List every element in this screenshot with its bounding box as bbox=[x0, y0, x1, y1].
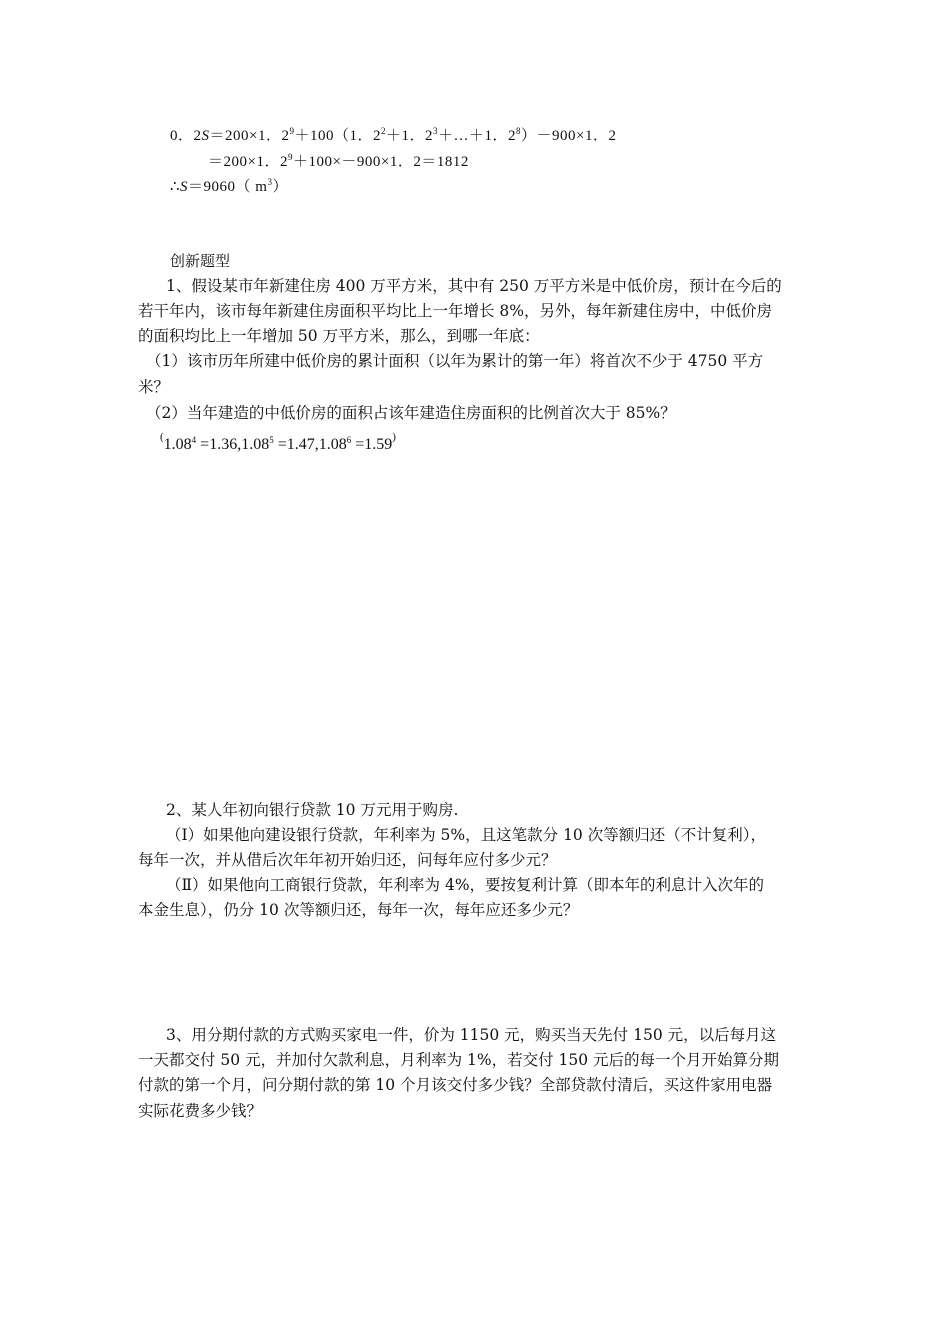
problem-2-line-1: 2、某人年初向银行贷款 10 万元用于购房. bbox=[166, 801, 459, 819]
text: =1.36,1.08 bbox=[196, 436, 270, 453]
problem-1-question-1-cont: 米？ bbox=[138, 378, 170, 396]
solution-line-3 bbox=[170, 177, 288, 197]
exponent: 8 bbox=[516, 126, 522, 136]
solution-line-1 bbox=[170, 126, 617, 146]
text: ＝200×1．2 bbox=[208, 154, 288, 170]
problem-2-part-1-cont: 每年一次，并从借后次年年初开始归还，问每年应付多少元？ bbox=[138, 851, 557, 869]
text: ＝200×1．2 bbox=[209, 128, 290, 144]
close-paren: ) bbox=[392, 431, 396, 443]
section-title: 创新题型 bbox=[170, 252, 231, 270]
text: 1.08 bbox=[163, 436, 192, 453]
exponent: 2 bbox=[381, 126, 386, 136]
problem-3-line-1: 3、用分期付款的方式购买家电一件，价为 1150 元，购买当天先付 150 元，以后每月这 bbox=[166, 1026, 777, 1044]
exponent: 9 bbox=[287, 152, 293, 162]
problem-1-line-3: 的面积均比上一年增加 50 万平方米，那么，到哪一年底： bbox=[138, 327, 540, 345]
problem-3-line-3: 付款的第一个月，问分期付款的第 10 个月该交付多少钱？全部贷款付清后，买这件家用电器 bbox=[138, 1076, 773, 1094]
text: =1.47,1.08 bbox=[273, 436, 347, 453]
text: 0．2 bbox=[170, 128, 202, 144]
exponent: 5 bbox=[269, 435, 274, 445]
problem-3-line-2: 一天都交付 50 元，并加付欠款利息，月利率为 1%，若交付 150 元后的每一个月开始算分期 bbox=[138, 1051, 780, 1069]
problem-2-part-2-cont: 本金生息），仍分 10 次等额归还，每年一次，每年应还多少元？ bbox=[138, 901, 579, 919]
problem-1-question-2: （2）当年建造的中低价房的面积占该年建造住房面积的比例首次大于 85%？ bbox=[146, 404, 676, 422]
text: ＋…＋1．2 bbox=[438, 128, 517, 144]
exponent: 6 bbox=[346, 435, 352, 445]
problem-1-line-2: 若干年内，该市每年新建住房面积平均比上一年增长 8%，另外，每年新建住房中，中低价房 bbox=[138, 302, 773, 320]
text: =1.59 bbox=[351, 436, 393, 453]
text: ＝9060（ m bbox=[188, 179, 268, 195]
text: ）－900×1．2 bbox=[521, 128, 617, 144]
text: ） bbox=[272, 179, 288, 195]
exponent: 4 bbox=[191, 435, 197, 445]
solution-line-2 bbox=[208, 152, 469, 172]
open-paren: ( bbox=[160, 431, 164, 443]
problem-1-question-1: （1）该市历年所建中低价房的累计面积（以年为累计的第一年）将首次不少于 4750 平方 bbox=[146, 352, 764, 370]
text: ＋100×－900×1．2＝1812 bbox=[292, 154, 469, 170]
text: ＋1．2 bbox=[386, 128, 434, 144]
exponent: 3 bbox=[267, 177, 273, 187]
variable-s: S bbox=[180, 179, 189, 195]
problem-1-line-1: 1、假设某市年新建住房 400 万平方米，其中有 250 万平方米是中低价房，预计在今后的 bbox=[166, 277, 782, 295]
problem-3-line-4: 实际花费多少钱？ bbox=[138, 1102, 263, 1120]
variable-s: S bbox=[201, 128, 210, 144]
exponent: 9 bbox=[289, 126, 295, 136]
exponent: 3 bbox=[433, 126, 439, 136]
therefore-symbol: ∴ bbox=[170, 179, 181, 195]
problem-2-part-1: （Ⅰ）如果他向建设银行贷款，年利率为 5%，且这笔款分 10 次等额归还（不计复利）， bbox=[166, 826, 766, 844]
text: ＋100（1．2 bbox=[294, 128, 381, 144]
problem-2-part-2: （Ⅱ）如果他向工商银行贷款，年利率为 4%，要按复利计算（即本年的利息计入次年的 bbox=[166, 876, 765, 894]
problem-1-hint bbox=[160, 431, 396, 456]
